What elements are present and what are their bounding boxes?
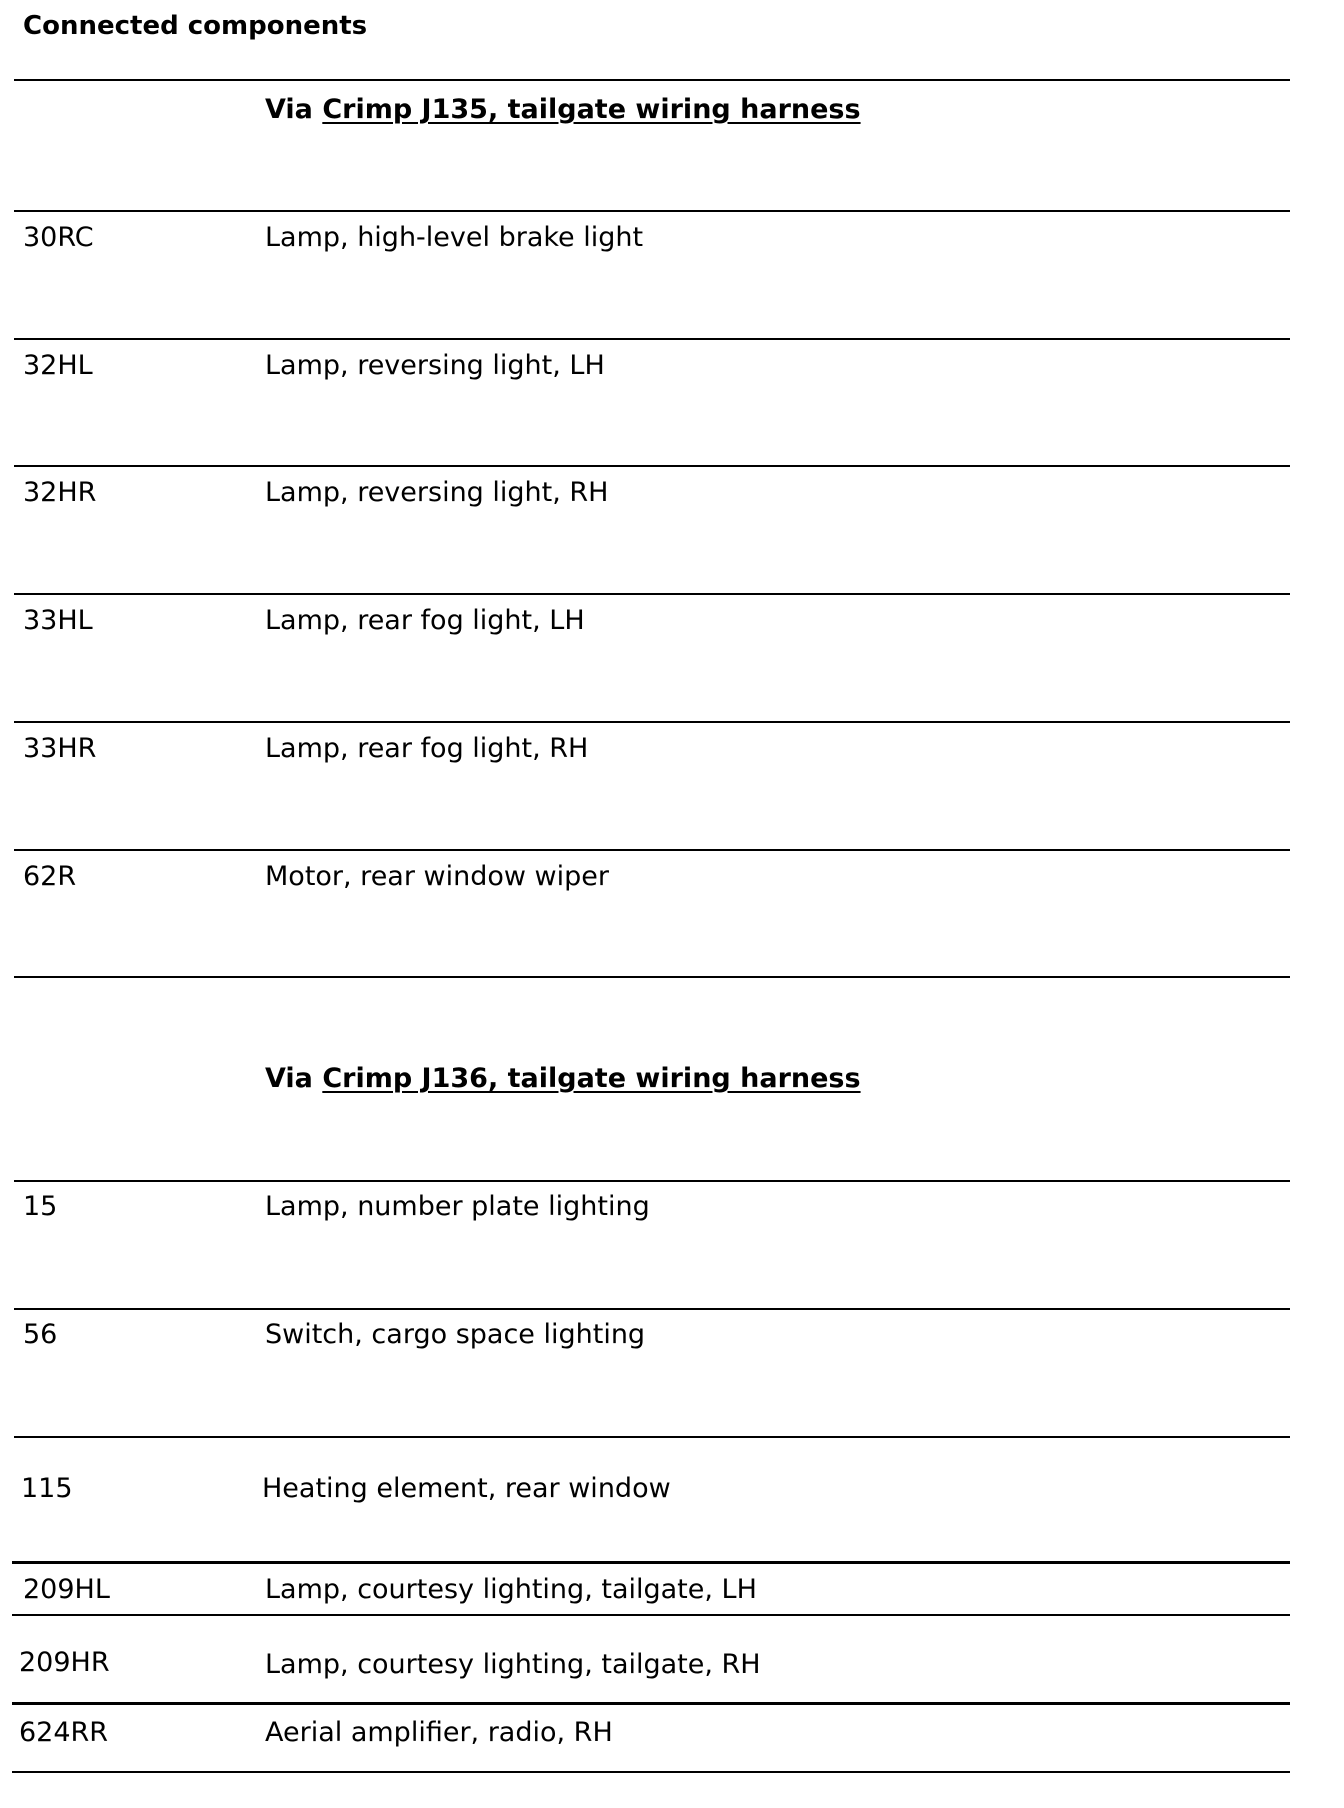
divider — [12, 1702, 1290, 1705]
component-description: Switch, cargo space lighting — [265, 1319, 646, 1350]
component-code: 33HL — [23, 605, 93, 636]
divider — [12, 1561, 1290, 1564]
component-description: Lamp, rear fog light, RH — [265, 733, 589, 764]
component-code: 209HL — [23, 1574, 110, 1605]
divider — [12, 1614, 1290, 1616]
component-code: 15 — [23, 1191, 58, 1222]
component-description: Lamp, rear fog light, LH — [265, 605, 585, 636]
component-code: 209HR — [19, 1647, 110, 1678]
divider — [14, 721, 1290, 723]
divider — [14, 338, 1290, 340]
divider — [14, 1180, 1290, 1182]
divider — [14, 593, 1290, 595]
divider — [14, 1436, 1290, 1438]
crimp-j135-link[interactable]: Crimp J135, tailgate wiring harness — [322, 94, 861, 125]
divider — [14, 849, 1290, 851]
crimp-j136-link[interactable]: Crimp J136, tailgate wiring harness — [322, 1063, 861, 1094]
component-code: 32HL — [23, 350, 93, 381]
section-heading-j136 — [265, 1062, 861, 1096]
component-description: Lamp, number plate lighting — [265, 1191, 650, 1222]
divider — [14, 1308, 1290, 1310]
via-label: Via — [265, 1063, 313, 1094]
component-code: 115 — [21, 1473, 73, 1504]
component-code: 62R — [23, 861, 77, 892]
component-code: 32HR — [23, 477, 97, 508]
divider — [12, 1771, 1290, 1773]
divider — [14, 976, 1290, 978]
component-code: 33HR — [23, 733, 97, 764]
component-code: 56 — [23, 1319, 58, 1350]
component-description: Lamp, courtesy lighting, tailgate, RH — [265, 1649, 761, 1680]
divider — [14, 465, 1290, 467]
component-description: Heating element, rear window — [262, 1473, 671, 1504]
component-description: Motor, rear window wiper — [265, 861, 609, 892]
component-description: Lamp, courtesy lighting, tailgate, LH — [265, 1574, 757, 1605]
page-title: Connected components — [23, 11, 368, 41]
via-label: Via — [265, 94, 313, 125]
component-description: Lamp, high-level brake light — [265, 222, 644, 253]
divider — [14, 79, 1290, 81]
component-description: Lamp, reversing light, LH — [265, 350, 605, 381]
divider — [14, 210, 1290, 212]
section-heading-j135 — [265, 93, 861, 127]
component-code: 30RC — [23, 222, 94, 253]
component-description: Lamp, reversing light, RH — [265, 477, 609, 508]
component-code: 624RR — [19, 1717, 109, 1748]
component-description: Aerial amplifier, radio, RH — [265, 1717, 613, 1748]
